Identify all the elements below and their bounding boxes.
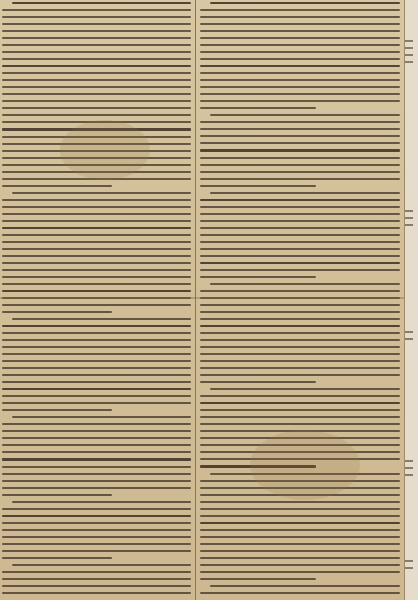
text-line — [200, 178, 400, 180]
text-line — [200, 72, 400, 74]
paragraph — [200, 2, 400, 109]
text-line — [2, 58, 191, 60]
text-line — [2, 353, 191, 355]
adjacent-page-text-fragment — [405, 210, 413, 212]
text-line — [200, 185, 316, 187]
text-line — [200, 206, 400, 208]
paper-fold — [0, 297, 404, 299]
text-line — [200, 171, 400, 173]
text-line — [2, 332, 191, 334]
text-line — [200, 325, 400, 327]
text-column-right — [200, 2, 400, 598]
text-line — [200, 65, 400, 67]
text-line — [200, 543, 400, 545]
text-line — [200, 367, 400, 369]
text-line — [2, 311, 112, 313]
text-line — [200, 213, 400, 215]
text-line — [200, 571, 400, 573]
text-line — [2, 248, 191, 250]
text-line — [2, 529, 191, 531]
text-line — [12, 564, 191, 566]
text-line — [200, 135, 400, 137]
text-line — [2, 437, 191, 439]
text-line — [2, 592, 191, 594]
text-line — [200, 318, 400, 320]
text-line — [2, 37, 191, 39]
text-line — [2, 451, 191, 453]
text-line — [2, 557, 112, 559]
text-line — [2, 494, 112, 496]
text-line — [200, 100, 400, 102]
text-line — [12, 2, 191, 4]
text-line — [200, 311, 400, 313]
text-line — [200, 44, 400, 46]
text-line — [2, 44, 191, 46]
text-line — [200, 255, 400, 257]
text-line — [200, 416, 400, 418]
text-line — [200, 536, 400, 538]
text-line — [210, 114, 400, 116]
text-line — [2, 220, 191, 222]
text-line — [2, 325, 191, 327]
text-line — [2, 255, 191, 257]
text-line — [200, 409, 400, 411]
adjacent-page-text-fragment — [405, 224, 413, 226]
text-line — [200, 508, 400, 510]
text-line — [2, 23, 191, 25]
text-line — [200, 592, 400, 594]
text-line — [200, 529, 400, 531]
text-line — [2, 367, 191, 369]
text-line — [200, 30, 400, 32]
text-line — [200, 578, 316, 580]
text-line — [2, 402, 191, 404]
text-line — [2, 114, 191, 116]
text-line — [2, 423, 191, 425]
text-line — [2, 381, 191, 383]
adjacent-page-text-fragment — [405, 467, 413, 469]
text-line — [2, 72, 191, 74]
text-line — [2, 100, 191, 102]
text-line — [200, 339, 400, 341]
text-line — [2, 550, 191, 552]
text-line — [2, 262, 191, 264]
text-line — [2, 241, 191, 243]
text-line — [2, 508, 191, 510]
text-line — [2, 206, 191, 208]
paper-stain — [250, 430, 360, 500]
text-line — [200, 23, 400, 25]
text-line — [200, 304, 400, 306]
text-line — [200, 557, 400, 559]
text-line — [12, 501, 191, 503]
text-line — [2, 536, 191, 538]
text-line — [2, 585, 191, 587]
text-line — [2, 304, 191, 306]
text-line — [2, 9, 191, 11]
adjacent-page-text-fragment — [405, 460, 413, 462]
text-line — [12, 192, 191, 194]
text-line — [2, 199, 191, 201]
text-line — [2, 79, 191, 81]
text-line — [200, 227, 400, 229]
text-line — [2, 388, 191, 390]
adjacent-page-text-fragment — [405, 47, 413, 49]
text-line — [200, 564, 400, 566]
text-column-left — [2, 2, 191, 598]
text-line — [210, 388, 400, 390]
text-line — [200, 423, 400, 425]
text-line — [200, 290, 400, 292]
text-line — [2, 290, 191, 292]
adjacent-page-text-fragment — [405, 217, 413, 219]
text-line — [200, 16, 400, 18]
paragraph — [200, 192, 400, 278]
adjacent-page-text-fragment — [405, 40, 413, 42]
text-line — [200, 395, 400, 397]
text-line — [200, 86, 400, 88]
adjacent-page-text-fragment — [405, 338, 413, 340]
text-line — [200, 142, 400, 144]
text-line — [2, 86, 191, 88]
text-line — [200, 128, 400, 130]
text-line — [200, 58, 400, 60]
text-line — [200, 360, 400, 362]
paragraph — [200, 585, 400, 598]
text-line — [210, 283, 400, 285]
text-line — [2, 283, 191, 285]
text-line — [2, 269, 191, 271]
adjacent-page-text-fragment — [405, 567, 413, 569]
text-line — [200, 93, 400, 95]
text-line — [2, 51, 191, 53]
text-line — [2, 185, 112, 187]
text-line — [2, 339, 191, 341]
text-line — [2, 234, 191, 236]
text-line — [200, 276, 316, 278]
text-line — [200, 51, 400, 53]
text-line — [200, 164, 400, 166]
text-line — [200, 501, 400, 503]
adjacent-page-text-fragment — [405, 61, 413, 63]
text-line — [200, 269, 400, 271]
text-line — [200, 234, 400, 236]
text-line — [200, 346, 400, 348]
paragraph — [2, 501, 191, 559]
text-line — [2, 16, 191, 18]
text-line — [2, 213, 191, 215]
text-line — [2, 473, 191, 475]
text-line — [2, 276, 191, 278]
text-line — [200, 402, 400, 404]
text-line — [200, 241, 400, 243]
text-line — [2, 395, 191, 397]
text-line — [2, 543, 191, 545]
text-line — [2, 227, 191, 229]
text-line — [2, 30, 191, 32]
text-line — [2, 444, 191, 446]
adjacent-page-text-fragment — [405, 54, 413, 56]
text-line — [2, 515, 191, 517]
text-line — [2, 571, 191, 573]
text-line — [2, 346, 191, 348]
paragraph — [200, 114, 400, 186]
text-line — [2, 578, 191, 580]
text-line — [200, 121, 400, 123]
text-line — [2, 458, 191, 460]
text-line — [200, 149, 400, 151]
text-line — [2, 409, 112, 411]
text-line — [2, 522, 191, 524]
text-line — [2, 487, 191, 489]
text-line — [200, 374, 400, 376]
text-line — [2, 93, 191, 95]
text-line — [2, 360, 191, 362]
paragraph — [2, 564, 191, 598]
text-line — [200, 220, 400, 222]
text-line — [12, 416, 191, 418]
text-line — [2, 107, 191, 109]
text-line — [200, 332, 400, 334]
text-line — [200, 9, 400, 11]
text-line — [2, 374, 191, 376]
adjacent-page-edge — [404, 0, 418, 600]
text-line — [2, 65, 191, 67]
paper-stain — [60, 120, 150, 180]
text-line — [210, 192, 400, 194]
text-line — [200, 381, 316, 383]
paragraph — [2, 192, 191, 313]
adjacent-page-text-fragment — [405, 331, 413, 333]
text-line — [200, 522, 400, 524]
text-line — [200, 550, 400, 552]
text-line — [200, 199, 400, 201]
adjacent-page-text-fragment — [405, 474, 413, 476]
adjacent-page-text-fragment — [405, 560, 413, 562]
column-rule — [195, 0, 196, 600]
paragraph — [2, 318, 191, 411]
paragraph — [2, 416, 191, 495]
text-line — [2, 466, 191, 468]
text-line — [200, 107, 316, 109]
text-line — [200, 37, 400, 39]
text-line — [200, 262, 400, 264]
text-line — [210, 2, 400, 4]
text-line — [210, 585, 400, 587]
text-line — [200, 353, 400, 355]
text-line — [200, 157, 400, 159]
text-line — [2, 430, 191, 432]
text-line — [200, 248, 400, 250]
text-line — [200, 515, 400, 517]
text-line — [12, 318, 191, 320]
text-line — [200, 79, 400, 81]
text-line — [2, 480, 191, 482]
